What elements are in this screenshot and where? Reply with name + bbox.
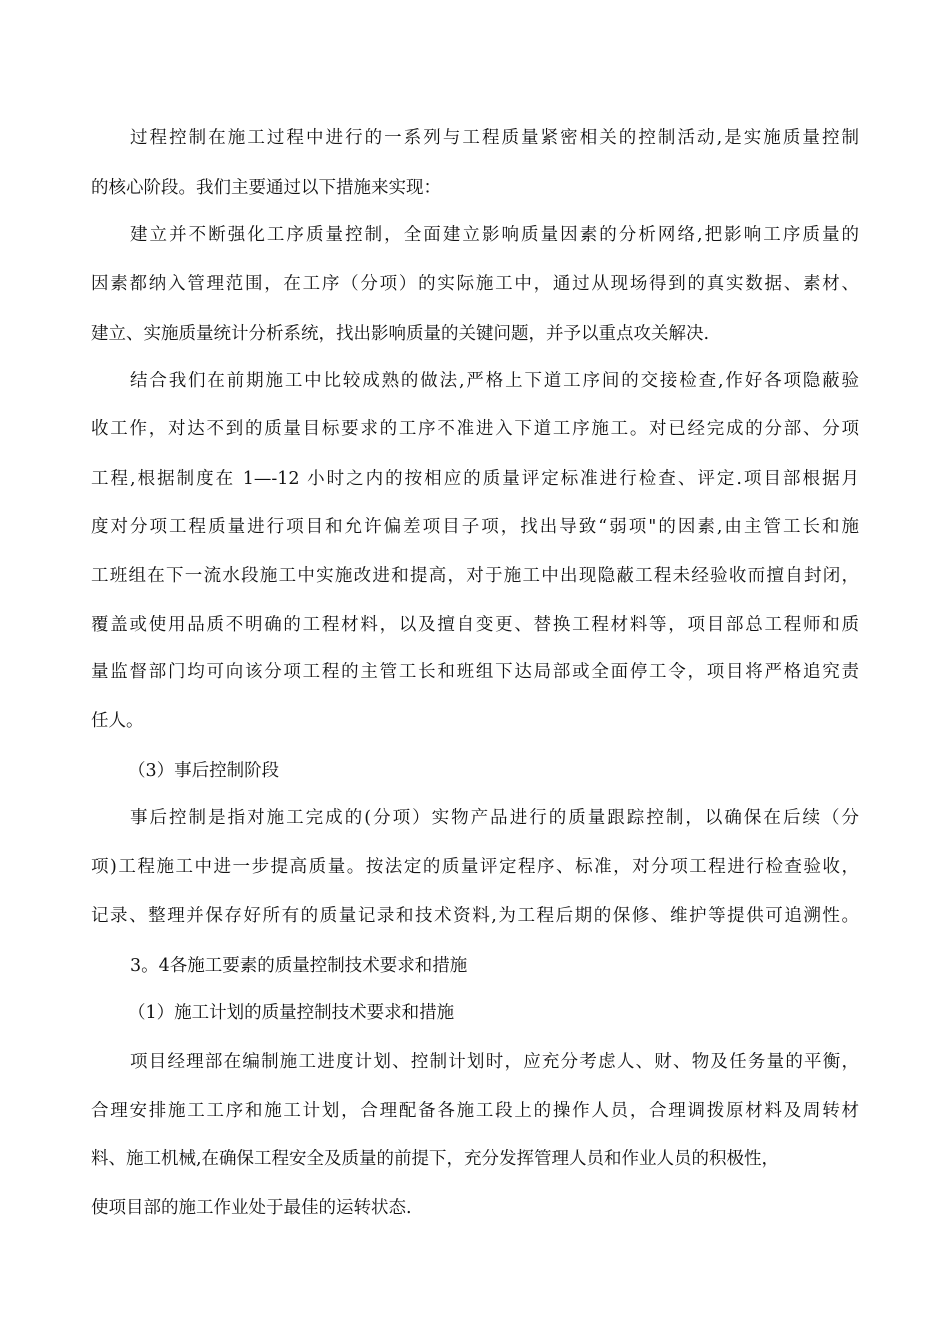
text-line: 的核心阶段。我们主要通过以下措施来实现： (91, 178, 441, 198)
paragraph-2-line-1 (0, 221, 950, 249)
text-line: 建立、实施质量统计分析系统，找出影响质量的关键问题，并予以重点攻关解决. (91, 324, 710, 344)
text-line: 工班组在下一流水段施工中实施改进和提高，对于施工中出现隐蔽工程未经验收而擅自封闭， (91, 566, 859, 586)
text-line: 使项目部的施工作业处于最佳的运转状态. (91, 1198, 412, 1218)
paragraph-5-line-2 (0, 1097, 950, 1125)
subheading-3 (0, 757, 950, 785)
heading-text: 3。4各施工要素的质量控制技术要求和措施 (130, 956, 468, 976)
text-line: 项)工程施工中进一步提高质量。按法定的质量评定程序、标准，对分项工程进行检查验收， (91, 857, 859, 877)
paragraph-3-line-7 (0, 658, 950, 686)
text-line: 过程控制在施工过程中进行的一系列与工程质量紧密相关的控制活动,是实施质量控制 (130, 128, 859, 148)
text-line: 料、施工机械,在确保工程安全及质量的前提下，充分发挥管理人员和作业人员的积极性， (91, 1149, 780, 1169)
paragraph-1-line-1 (0, 124, 950, 152)
text-line: 结合我们在前期施工中比较成熟的做法,严格上下道工序间的交接检查,作好各项隐蔽验 (130, 371, 859, 391)
paragraph-4-line-2 (0, 853, 950, 881)
paragraph-3-line-4 (0, 513, 950, 541)
paragraph-3-line-8 (0, 707, 950, 735)
text-line: 事后控制是指对施工完成的(分项）实物产品进行的质量跟踪控制，以确保在后续（分 (130, 808, 859, 828)
text-line: 因素都纳入管理范围，在工序（分项）的实际施工中，通过从现场得到的真实数据、素材、 (91, 274, 859, 294)
section-heading (0, 952, 950, 980)
paragraph-3-line-6 (0, 611, 950, 639)
paragraph-5-line-3 (0, 1145, 950, 1173)
heading-text: （1）施工计划的质量控制技术要求和措施 (128, 1003, 455, 1023)
text-line: 覆盖或使用品质不明确的工程材料，以及擅自变更、替换工程材料等，项目部总工程师和质 (91, 615, 859, 635)
text-line: 项目经理部在编制施工进度计划、控制计划时，应充分考虑人、财、物及任务量的平衡， (130, 1052, 859, 1072)
paragraph-3-line-1 (0, 367, 950, 395)
paragraph-1-line-2 (0, 174, 950, 202)
text-line: 记录、整理并保存好所有的质量记录和技术资料,为工程后期的保修、维护等提供可追溯性。 (91, 906, 859, 926)
text-line: 任人。 (91, 711, 144, 731)
paragraph-2-line-3 (0, 320, 950, 348)
paragraph-5-line-4 (0, 1194, 950, 1222)
paragraph-3-line-3 (0, 465, 950, 493)
paragraph-4-line-1 (0, 804, 950, 832)
text-line: 度对分项工程质量进行项目和允许偏差项目子项，找出导致“弱项"的因素,由主管工长和施 (91, 517, 859, 537)
text-line: 工程,根据制度在 1—-12 小时之内的按相应的质量评定标准进行检查、评定.项目部根据月 (91, 469, 859, 489)
text-line: 收工作，对达不到的质量目标要求的工序不准进入下道工序施工。对已经完成的分部、分项 (91, 419, 859, 439)
subheading-1 (0, 999, 950, 1027)
paragraph-2-line-2 (0, 270, 950, 298)
paragraph-5-line-1 (0, 1048, 950, 1076)
paragraph-3-line-2 (0, 415, 950, 443)
paragraph-4-line-3 (0, 902, 950, 930)
heading-text: （3）事后控制阶段 (128, 761, 280, 781)
text-line: 合理安排施工工序和施工计划，合理配备各施工段上的操作人员，合理调拨原材料及周转材 (91, 1101, 859, 1121)
text-line: 建立并不断强化工序质量控制，全面建立影响质量因素的分析网络,把影响工序质量的 (130, 225, 859, 245)
text-line: 量监督部门均可向该分项工程的主管工长和班组下达局部或全面停工令，项目将严格追究责 (91, 662, 859, 682)
paragraph-3-line-5 (0, 562, 950, 590)
